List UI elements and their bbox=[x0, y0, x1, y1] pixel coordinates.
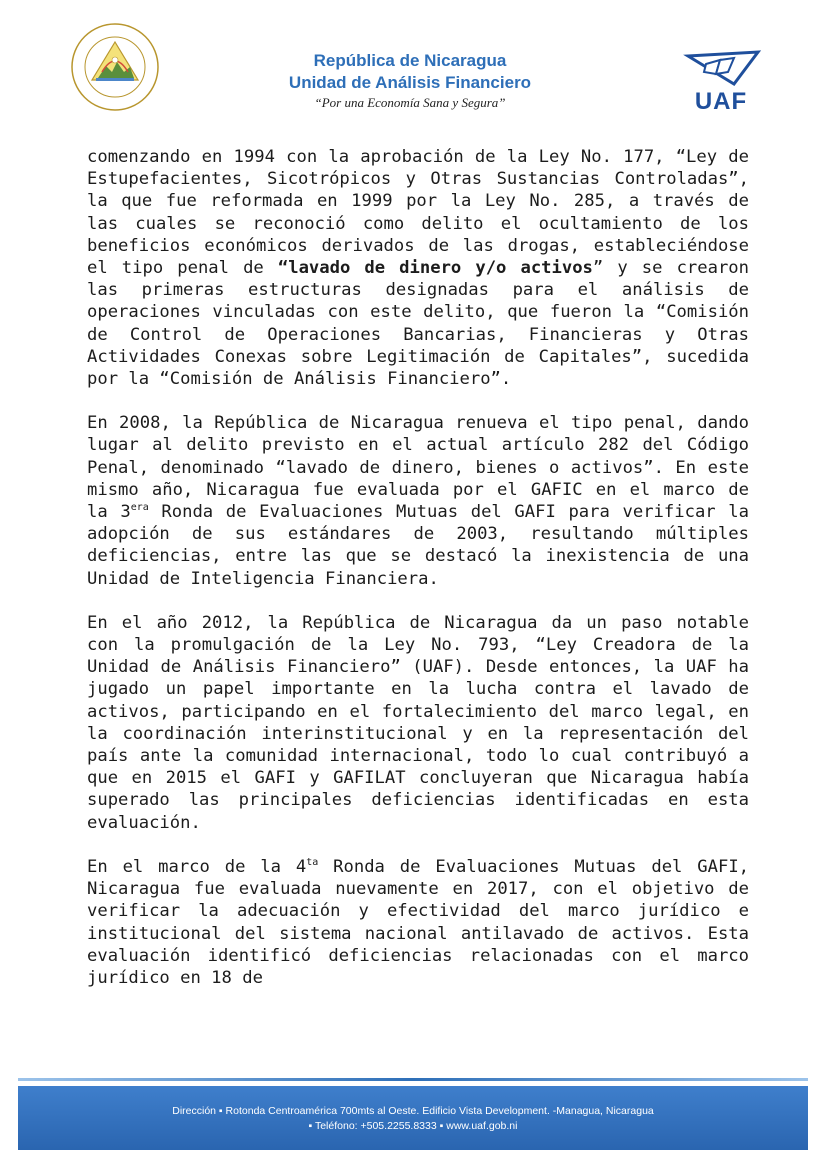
country-name: República de Nicaragua bbox=[313, 51, 507, 70]
footer-divider bbox=[18, 1078, 808, 1081]
paragraph-2-superscript: era bbox=[130, 502, 149, 514]
uaf-wordmark: UAF bbox=[694, 88, 748, 115]
nicaragua-coat-of-arms-seal bbox=[70, 22, 160, 112]
document-body bbox=[87, 146, 749, 1011]
uaf-logo bbox=[676, 50, 766, 120]
footer-contact bbox=[18, 1104, 808, 1134]
page-footer bbox=[18, 1086, 808, 1150]
paragraph-1-text-a: comenzando en 1994 con la aprobación de la Ley No. 177, “Ley de Estupefacientes, Sicotrópicos y Otras Sustancias Controladas”, la que fue reformada en 1999 por la Ley No. 285, a través de las cuales se reconoció como delito el ocultamiento de los beneficios económicos derivados de las drogas, estableciéndose el tipo penal de bbox=[87, 147, 749, 279]
paragraph-1-text-b: ” y se crearon las primeras estructuras designadas para el análisis de operaciones vinculadas con este delito, que fueron la “Comisión de Control de Operaciones Bancarias, Financieras y Otras Actividades Conexas sobre Legitimación de Capitales”, sucedida por la “Comisión de Análisis Financiero”. bbox=[87, 258, 750, 390]
paragraph-1 bbox=[87, 146, 749, 390]
header-titles bbox=[230, 50, 590, 112]
agency-motto: “Por una Economía Sana y Segura” bbox=[314, 95, 506, 110]
agency-name: Unidad de Análisis Financiero bbox=[288, 73, 532, 92]
paragraph-2-text-a: En 2008, la República de Nicaragua renueva el tipo penal, dando lugar al delito previsto en el actual artículo 282 del Código Penal, denominado “lavado de dinero, bienes o activos”. En este mismo año, Nicaragua fue evaluada por el GAFIC en el marco de la 3 bbox=[87, 413, 749, 523]
paragraph-2-text-b: Ronda de Evaluaciones Mutuas del GAFI para verificar la adopción de sus estándares de 2003, resultando múltiples deficiencias, entre las que se destacó la inexistencia de una Unidad de Inteligencia Financiera. bbox=[87, 502, 749, 589]
footer-phone-web: ▪ Teléfono: +505.2255.8333 ▪ www.uaf.gob.ni bbox=[308, 1120, 518, 1132]
uaf-emblem-icon bbox=[676, 50, 766, 90]
page-header bbox=[0, 0, 825, 140]
footer-address: Dirección ▪ Rotonda Centroamérica 700mts al Oeste. Edificio Vista Development. -Managua, Nicaragua bbox=[172, 1105, 654, 1117]
paragraph-4-text-a: En el marco de la 4 bbox=[87, 856, 307, 877]
paragraph-4-text-b: Ronda de Evaluaciones Mutuas del GAFI, Nicaragua fue evaluada nuevamente en 2017, con el objetivo de verificar la adecuación y efectividad del marco jurídico e institucional del sistema nacional antilavado de activos. Esta evaluación identificó deficiencias relacionadas con el marco jurídico en 18 de bbox=[87, 856, 750, 988]
paragraph-3: En el año 2012, la República de Nicaragua da un paso notable con la promulgación de la Ley No. 793, “Ley Creadora de la Unidad de Análisis Financiero” (UAF). Desde entonces, la UAF ha jugado un papel importante en la lucha contra el lavado de activos, participando en el fortalecimiento del marco legal, en la coordinación interinstitucional y en la representación del país ante la comunidad internacional, todo lo cual contribuyó a que en 2015 el GAFI y GAFILAT concluyeran que Nicaragua había superado las principales deficiencias identificadas en esta evaluación. bbox=[87, 612, 749, 833]
paragraph-2 bbox=[87, 412, 749, 590]
paragraph-1-bold-term: “lavado de dinero y/o activos bbox=[277, 258, 593, 279]
paragraph-4-superscript: ta bbox=[306, 856, 319, 868]
paragraph-4 bbox=[87, 856, 749, 989]
